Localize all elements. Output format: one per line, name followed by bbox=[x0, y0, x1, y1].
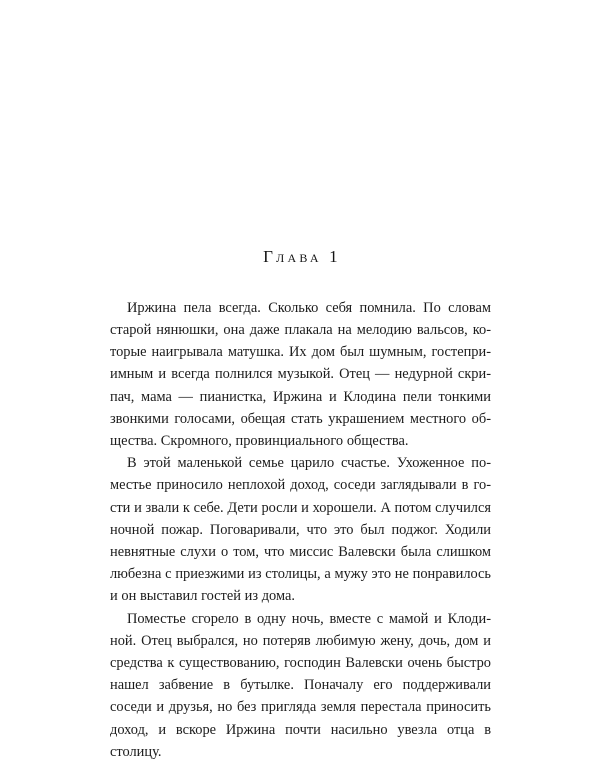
page-text-block bbox=[110, 248, 491, 763]
chapter-heading: Глава 1 bbox=[263, 247, 341, 266]
body-paragraph: Поместье сгорело в одну ночь, вместе с мамой и Клодиной. Отец выбрался, но потеряв любимую жену, дочь, дом и средства к существованию, господин Валевски очень быстро нашел забвение в бутылке. Поначалу его поддерживали соседи и друзья, но без пригляда земля перестала приносить доход, и вскоре Иржина почти насильно увезла отца в столицу. bbox=[110, 610, 491, 760]
body-paragraph: В этой маленькой семье царило счастье. Ухоженное поместье приносило неплохой доход, соседи заглядывали в гости и звали к себе. Дети росли и хорошели. А потом случился ночной пожар. Поговаривали, что это был поджог. Ходили невнятные слухи о том, что миссис Валевски была слишком любезна с приезжими из столицы, а мужу это не понравилось и он выставил гостей из дома. bbox=[110, 455, 491, 605]
body-paragraph: Иржина пела всегда. Сколько себя помнила. По словам старой нянюшки, она даже плакала на мелодию вальсов, которые наигрывала матушка. Их дом был шумным, гостеприимным и всегда полнился музыкой. Отец — недурной скрипач, мама — пианистка, Иржина и Клодина пели тонкими звонкими голосами, обещая стать украшением местного общества. Скромного, провинциального общества. bbox=[110, 299, 491, 449]
